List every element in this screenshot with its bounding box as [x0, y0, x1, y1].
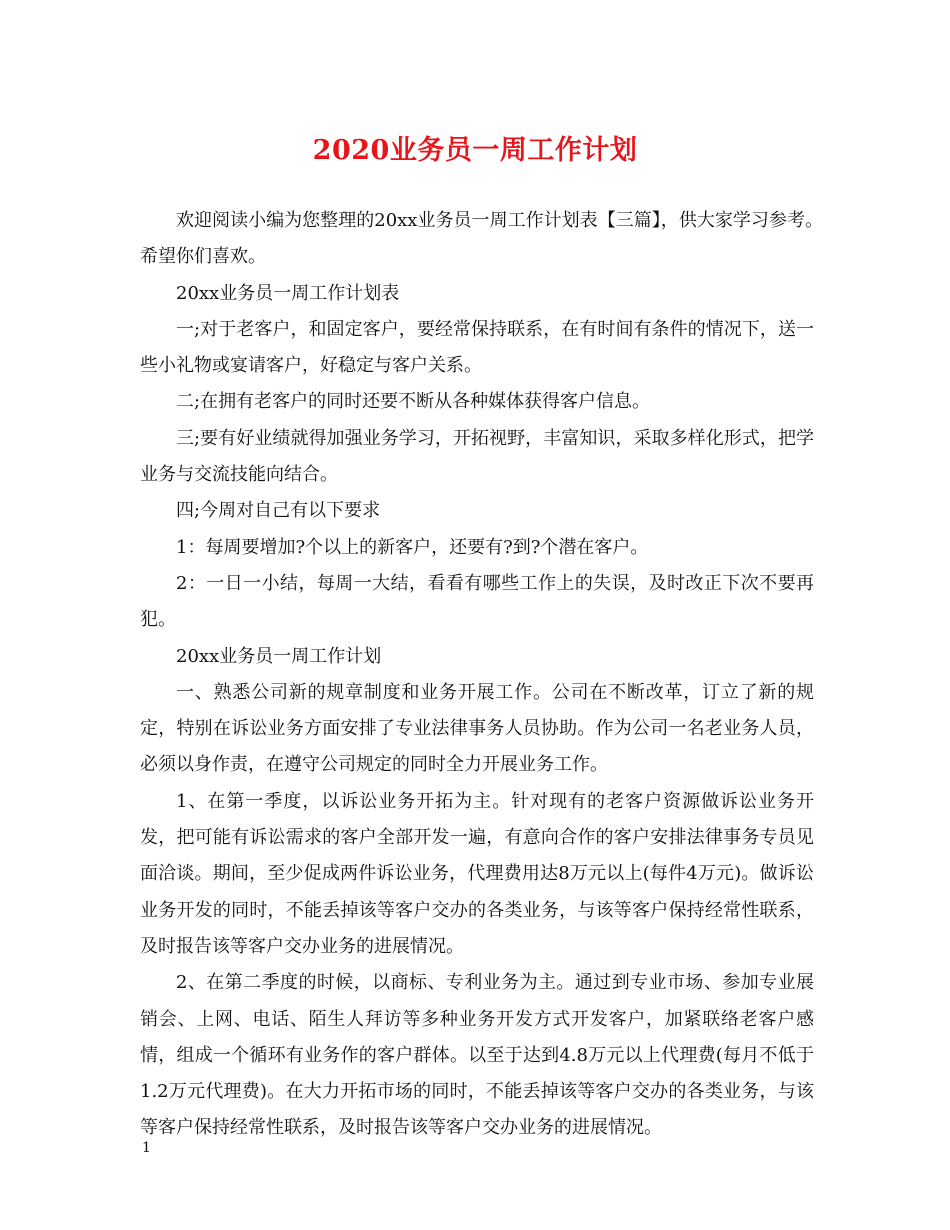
document-body	[140, 203, 850, 1147]
paragraph: 二;在拥有老客户的同时还要不断从各种媒体获得客户信息。	[176, 391, 651, 413]
paragraph: 1、在第一季度，以诉讼业务开拓为主。针对现有的老客户资源做诉讼业务开发，把可能有诉讼需求的客户全部开发一遍，有意向合作的客户安排法律事务专员见面洽谈。期间，至少促成两件诉讼业务，代理费用达8万元以上(每件4万元)。做诉讼业务开发的同时，不能丢掉该等客户交办的各类业务，与该等客户保持经常性联系，及时报告该等客户交办业务的进展情况。	[140, 790, 814, 957]
page-number: 1	[142, 1140, 151, 1156]
paragraph: 2：一日一小结，每周一大结，看看有哪些工作上的失误，及时改正下次不要再犯。	[140, 572, 814, 631]
paragraph: 三;要有好业绩就得加强业务学习，开拓视野，丰富知识，采取多样化形式，把学业务与交流技能向结合。	[140, 427, 814, 486]
paragraph: 一、熟悉公司新的规章制度和业务开展工作。公司在不断改革，订立了新的规定，特别在诉讼业务方面安排了专业法律事务人员协助。作为公司一名老业务人员，必须以身作责，在遵守公司规定的同时全力开展业务工作。	[140, 681, 814, 776]
paragraph: 2、在第二季度的时候，以商标、专利业务为主。通过到专业市场、参加专业展销会、上网、电话、陌生人拜访等多种业务开发方式开发客户，加紧联络老客户感情，组成一个循环有业务作的客户群体。以至于达到4.8万元以上代理费(每月不低于1.2万元代理费)。在大力开拓市场的同时，不能丢掉该等客户交办的各类业务，与该等客户保持经常性联系，及时报告该等客户交办业务的进展情况。	[140, 972, 814, 1139]
intro-paragraph: 欢迎阅读小编为您整理的20xx业务员一周工作计划表【三篇】，供大家学习参考。 希望你们喜欢。	[140, 210, 850, 268]
section-heading: 20xx业务员一周工作计划	[176, 645, 382, 667]
section-heading: 20xx业务员一周工作计划表	[176, 282, 400, 304]
paragraph: 一;对于老客户，和固定客户，要经常保持联系，在有时间有条件的情况下，送一些小礼物或宴请客户，好稳定与客户关系。	[140, 318, 814, 377]
page-title: 2020业务员一周工作计划	[312, 135, 638, 166]
paragraph: 1：每周要增加?个以上的新客户，还要有?到?个潜在客户。	[176, 536, 649, 558]
paragraph: 四;今周对自己有以下要求	[176, 500, 381, 522]
